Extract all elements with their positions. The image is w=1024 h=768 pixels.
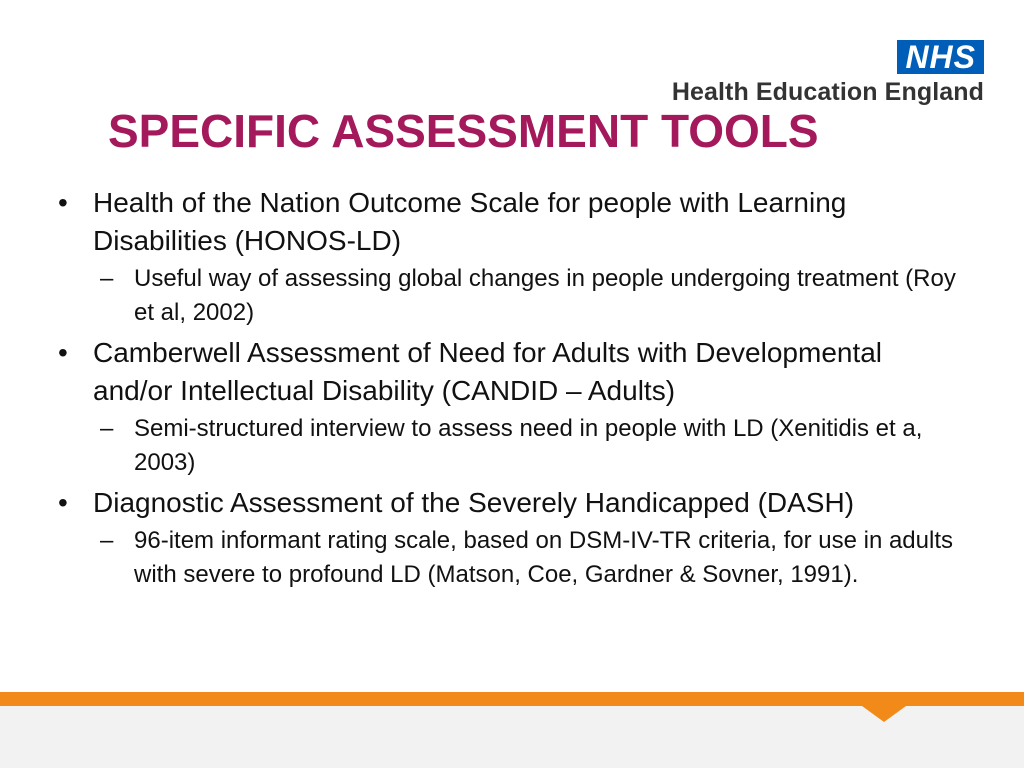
organization-name: Health Education England (671, 78, 984, 106)
bullet-list (56, 184, 956, 596)
dash-marker: – (100, 415, 114, 442)
bullet-text: Health of the Nation Outcome Scale for people with Learning Disabilities (HONOS-LD) (93, 187, 847, 256)
slide-title: SPECIFIC ASSESSMENT TOOLS (108, 105, 819, 157)
footer-notch (862, 706, 906, 722)
sub-bullet-item (56, 412, 956, 480)
sub-bullet-item (56, 524, 956, 592)
bullet-text: Diagnostic Assessment of the Severely Handicapped (DASH) (93, 487, 855, 518)
dash-marker: – (100, 265, 114, 292)
nhs-hee-logo (672, 40, 984, 107)
sub-bullet-item (56, 262, 956, 330)
sub-bullet-text: 96-item informant rating scale, based on DSM-IV-TR criteria, for use in adults with severe to profound LD (Matson, Coe, Gardner & Sovner, 1991). (134, 527, 953, 588)
dash-marker: – (100, 527, 114, 554)
sub-bullet-text: Semi-structured interview to assess need in people with LD (Xenitidis et a, 2003) (134, 415, 923, 476)
footer-orange-line (0, 692, 1024, 706)
bullet-marker: • (58, 187, 68, 218)
sub-bullet-text: Useful way of assessing global changes in people undergoing treatment (Roy et al, 2002) (134, 265, 956, 326)
nhs-logo-mark: NHS (897, 40, 984, 74)
bullet-item (56, 334, 956, 410)
bullet-item (56, 484, 956, 522)
bullet-text: Camberwell Assessment of Need for Adults with Developmental and/or Intellectual Disability (CANDID – Adults) (93, 337, 883, 406)
bullet-item (56, 184, 956, 260)
bullet-marker: • (58, 337, 68, 368)
bullet-marker: • (58, 487, 68, 518)
